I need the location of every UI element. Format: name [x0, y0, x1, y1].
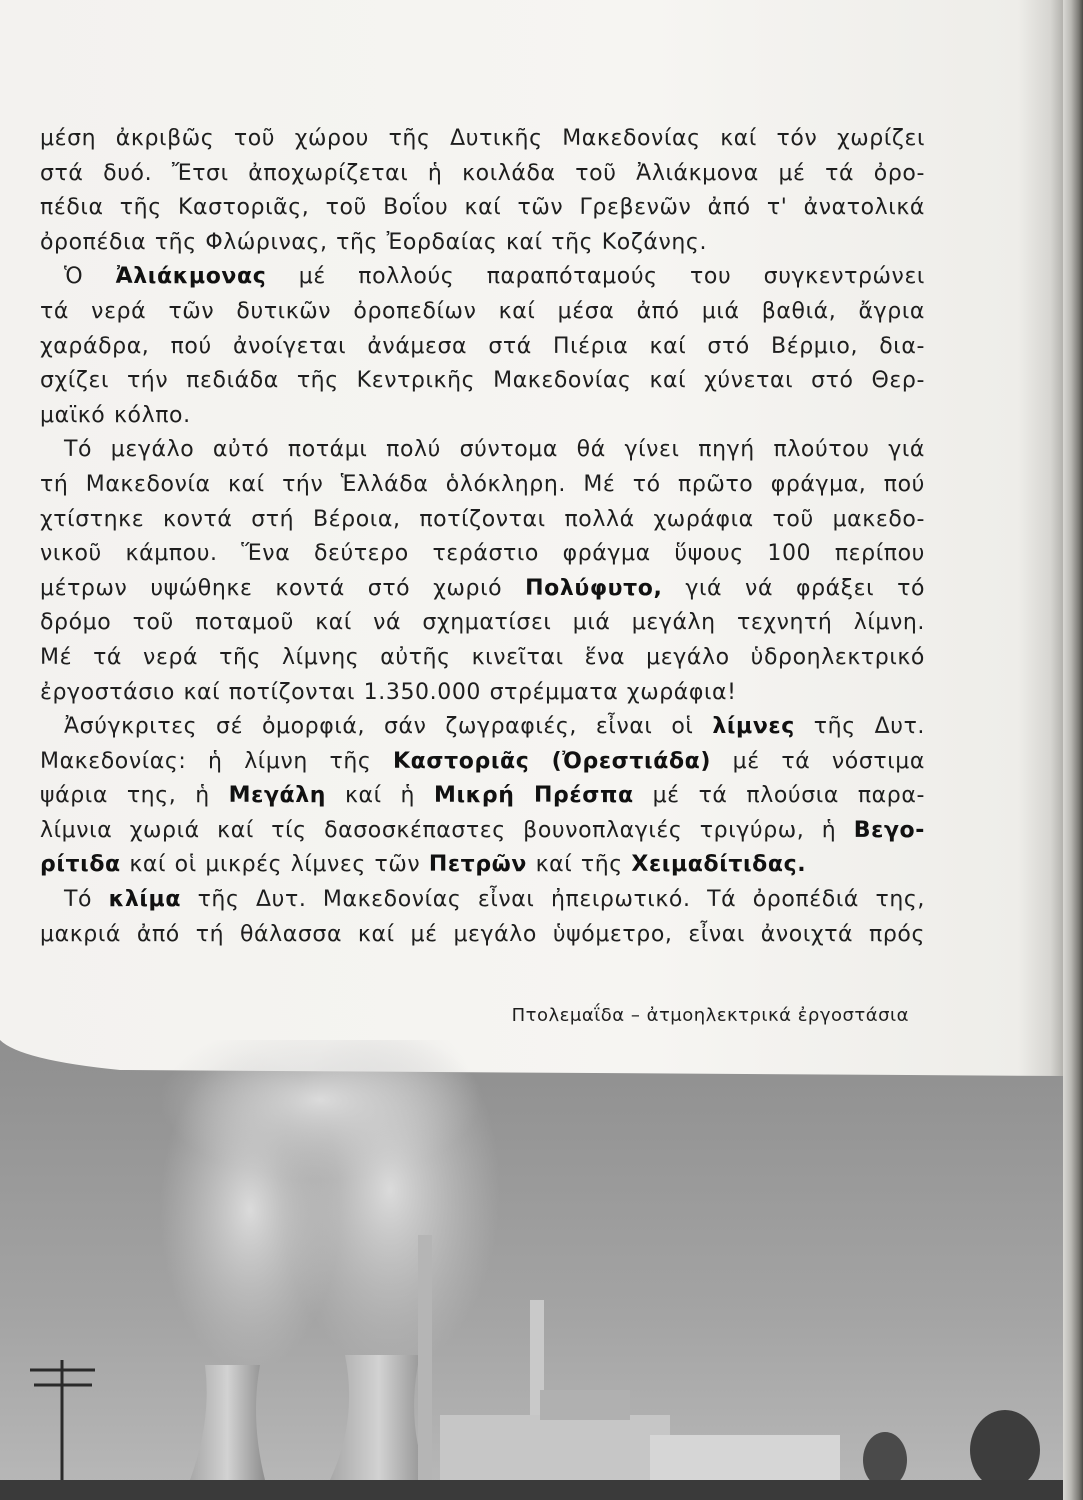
bold-limnes: λίμνες [712, 714, 795, 740]
p1-line-3: πέδια τῆς Καστοριᾶς, τοῦ Βοΐου καί τῶν Γρεβενῶν ἀπό τ' ἀνατολικά [40, 195, 925, 221]
p4-l1-post: τῆς Δυτ. [794, 714, 926, 740]
p4-l4-pre: λίμνια χωριά καί τίς δασοσκέπαστες βουνοπλαγιές τριγύρω, ἡ [40, 817, 854, 843]
ground [0, 1480, 1065, 1500]
p1-line-4: ὀροπέδια τῆς Φλώρινας, τῆς Ἐορδαίας καί τῆς Κοζάνης. [40, 229, 708, 255]
power-plant-photo [0, 1040, 1065, 1500]
p2-line-2: τά νερά τῶν δυτικῶν ὀροπεδίων καί μέσα ἀπό μιά βαθιά, ἄγρια [40, 298, 925, 324]
p5-l1-pre: Τό [64, 887, 109, 913]
p4-line-2 [40, 745, 925, 780]
p4-l1-pre: Ἀσύγκριτες σέ ὀμορφιά, σάν ζωγραφιές, εἶναι οἱ [64, 714, 713, 740]
p2-l1-pre: Ὁ [64, 264, 116, 290]
p3-line-4: νικοῦ κάμπου. Ἕνα δεύτερο τεράστιο φράγμα ὕψους 100 περίπου [40, 541, 925, 567]
p5-line-2: μακριά ἀπό τή θάλασσα καί μέ μεγάλο ὑψόμετρο, εἶναι ἀνοιχτά πρός [40, 921, 925, 947]
p3-l5-post: γιά νά φράξει τό [662, 575, 926, 601]
p3-line-7: Μέ τά νερά τῆς λίμνης αὐτῆς κινεῖται ἕνα μεγάλο ὑδροηλεκτρικό [40, 644, 925, 670]
p3-line-3: χτίστηκε κοντά στή Βέροια, ποτίζονται πολλά χωράφια τοῦ μακεδο- [40, 506, 925, 532]
factory-building-1 [440, 1415, 670, 1485]
p3-l5-pre: μέτρων υψώθηκε κοντά στό χωριό [40, 575, 526, 601]
p4-line-1 [40, 710, 925, 745]
p4-l2-pre: Μακεδονίας: ἡ λίμνη τῆς [40, 748, 394, 774]
p3-line-6: δρόμο τοῦ ποταμοῦ καί νά σχηματίσει μιά μεγάλη τεχνητή λίμνη. [40, 610, 925, 636]
p2-line-4: σχίζει τήν πεδιάδα τῆς Κεντρικῆς Μακεδονίας καί χύνεται στό Θερ- [40, 368, 925, 394]
bold-mikri-prespa: Μικρή Πρέσπα [433, 783, 634, 809]
bold-vegoritida-a: Βεγο- [853, 817, 925, 843]
p3-line-1: Τό μεγάλο αὐτό ποτάμι πολύ σύντομα θά γίνει πηγή πλούτου γιά [64, 437, 925, 463]
p1-line-1: μέση ἀκριβῶς τοῦ χώρου τῆς Δυτικῆς Μακεδονίας καί τόν χωρίζει [40, 126, 925, 151]
p4-l5-mid1: καί οἱ μικρές λίμνες τῶν [120, 852, 429, 878]
p2-line-1 [40, 260, 925, 295]
p3-line-5 [40, 572, 925, 607]
factory-building-2 [650, 1435, 840, 1485]
bold-megali: Μεγάλη [228, 783, 327, 809]
book-binding-edge [1063, 0, 1083, 1500]
bold-vegoritida-b: ρίτιδα [40, 852, 121, 878]
p4-line-3 [40, 779, 925, 814]
p4-l3-post: μέ τά πλούσια παρα- [633, 783, 925, 809]
p2-line-5: μαϊκό κόλπο. [40, 402, 191, 428]
chimney-1 [418, 1235, 432, 1485]
bold-cheimaditidas: Χειμαδίτιδας. [631, 852, 807, 878]
bold-polyfyto: Πολύφυτο, [525, 575, 663, 601]
p4-l3-pre: ψάρια της, ἡ [40, 783, 229, 809]
p2-l1-post: μέ πολλούς παραπόταμούς του συγκεντρώνει [266, 264, 925, 290]
p3-line-8: ἐργοστάσιο καί ποτίζονται 1.350.000 στρέμματα χωράφια! [40, 679, 737, 705]
bold-aliakmonas: Ἀλιάκμονας [115, 264, 267, 290]
p2-line-3: χαράδρα, πού ἀνοίγεται ἀνάμεσα στά Πιέρια καί στό Βέρμιο, δια- [40, 333, 925, 359]
p3-line-2: τή Μακεδονία καί τήν Ἑλλάδα ὁλόκληρη. Μέ τό πρῶτο φράγμα, πού [40, 471, 925, 497]
bold-petron: Πετρῶν [428, 852, 527, 878]
bold-klima: κλίμα [108, 887, 182, 913]
bold-kastorias: Καστοριᾶς (Ὀρεστιάδα) [393, 748, 712, 774]
p4-line-5 [40, 848, 925, 883]
tree-1 [863, 1432, 907, 1488]
p4-l5-mid2: καί τῆς [526, 852, 632, 878]
p5-line-1 [40, 883, 925, 918]
p5-l1-post: τῆς Δυτ. Μακεδονίας εἶναι ἠπειρωτικό. Τά ὀροπέδιά της, [181, 887, 925, 913]
p4-line-4 [40, 814, 925, 849]
tree-2 [970, 1410, 1040, 1490]
p4-l3-mid: καί ἡ [326, 783, 434, 809]
factory-building-3 [540, 1390, 630, 1420]
body-text [40, 122, 925, 952]
photo-caption: Πτολεμαΐδα – ἀτμοηλεκτρικά ἐργοστάσια [511, 1005, 909, 1026]
p4-l2-post: μέ τά νόστιμα [711, 748, 925, 774]
p1-line-2: στά δυό. Ἔτσι ἀποχωρίζεται ἡ κοιλάδα τοῦ Ἀλιάκμονα μέ τά ὀρο- [40, 160, 925, 186]
